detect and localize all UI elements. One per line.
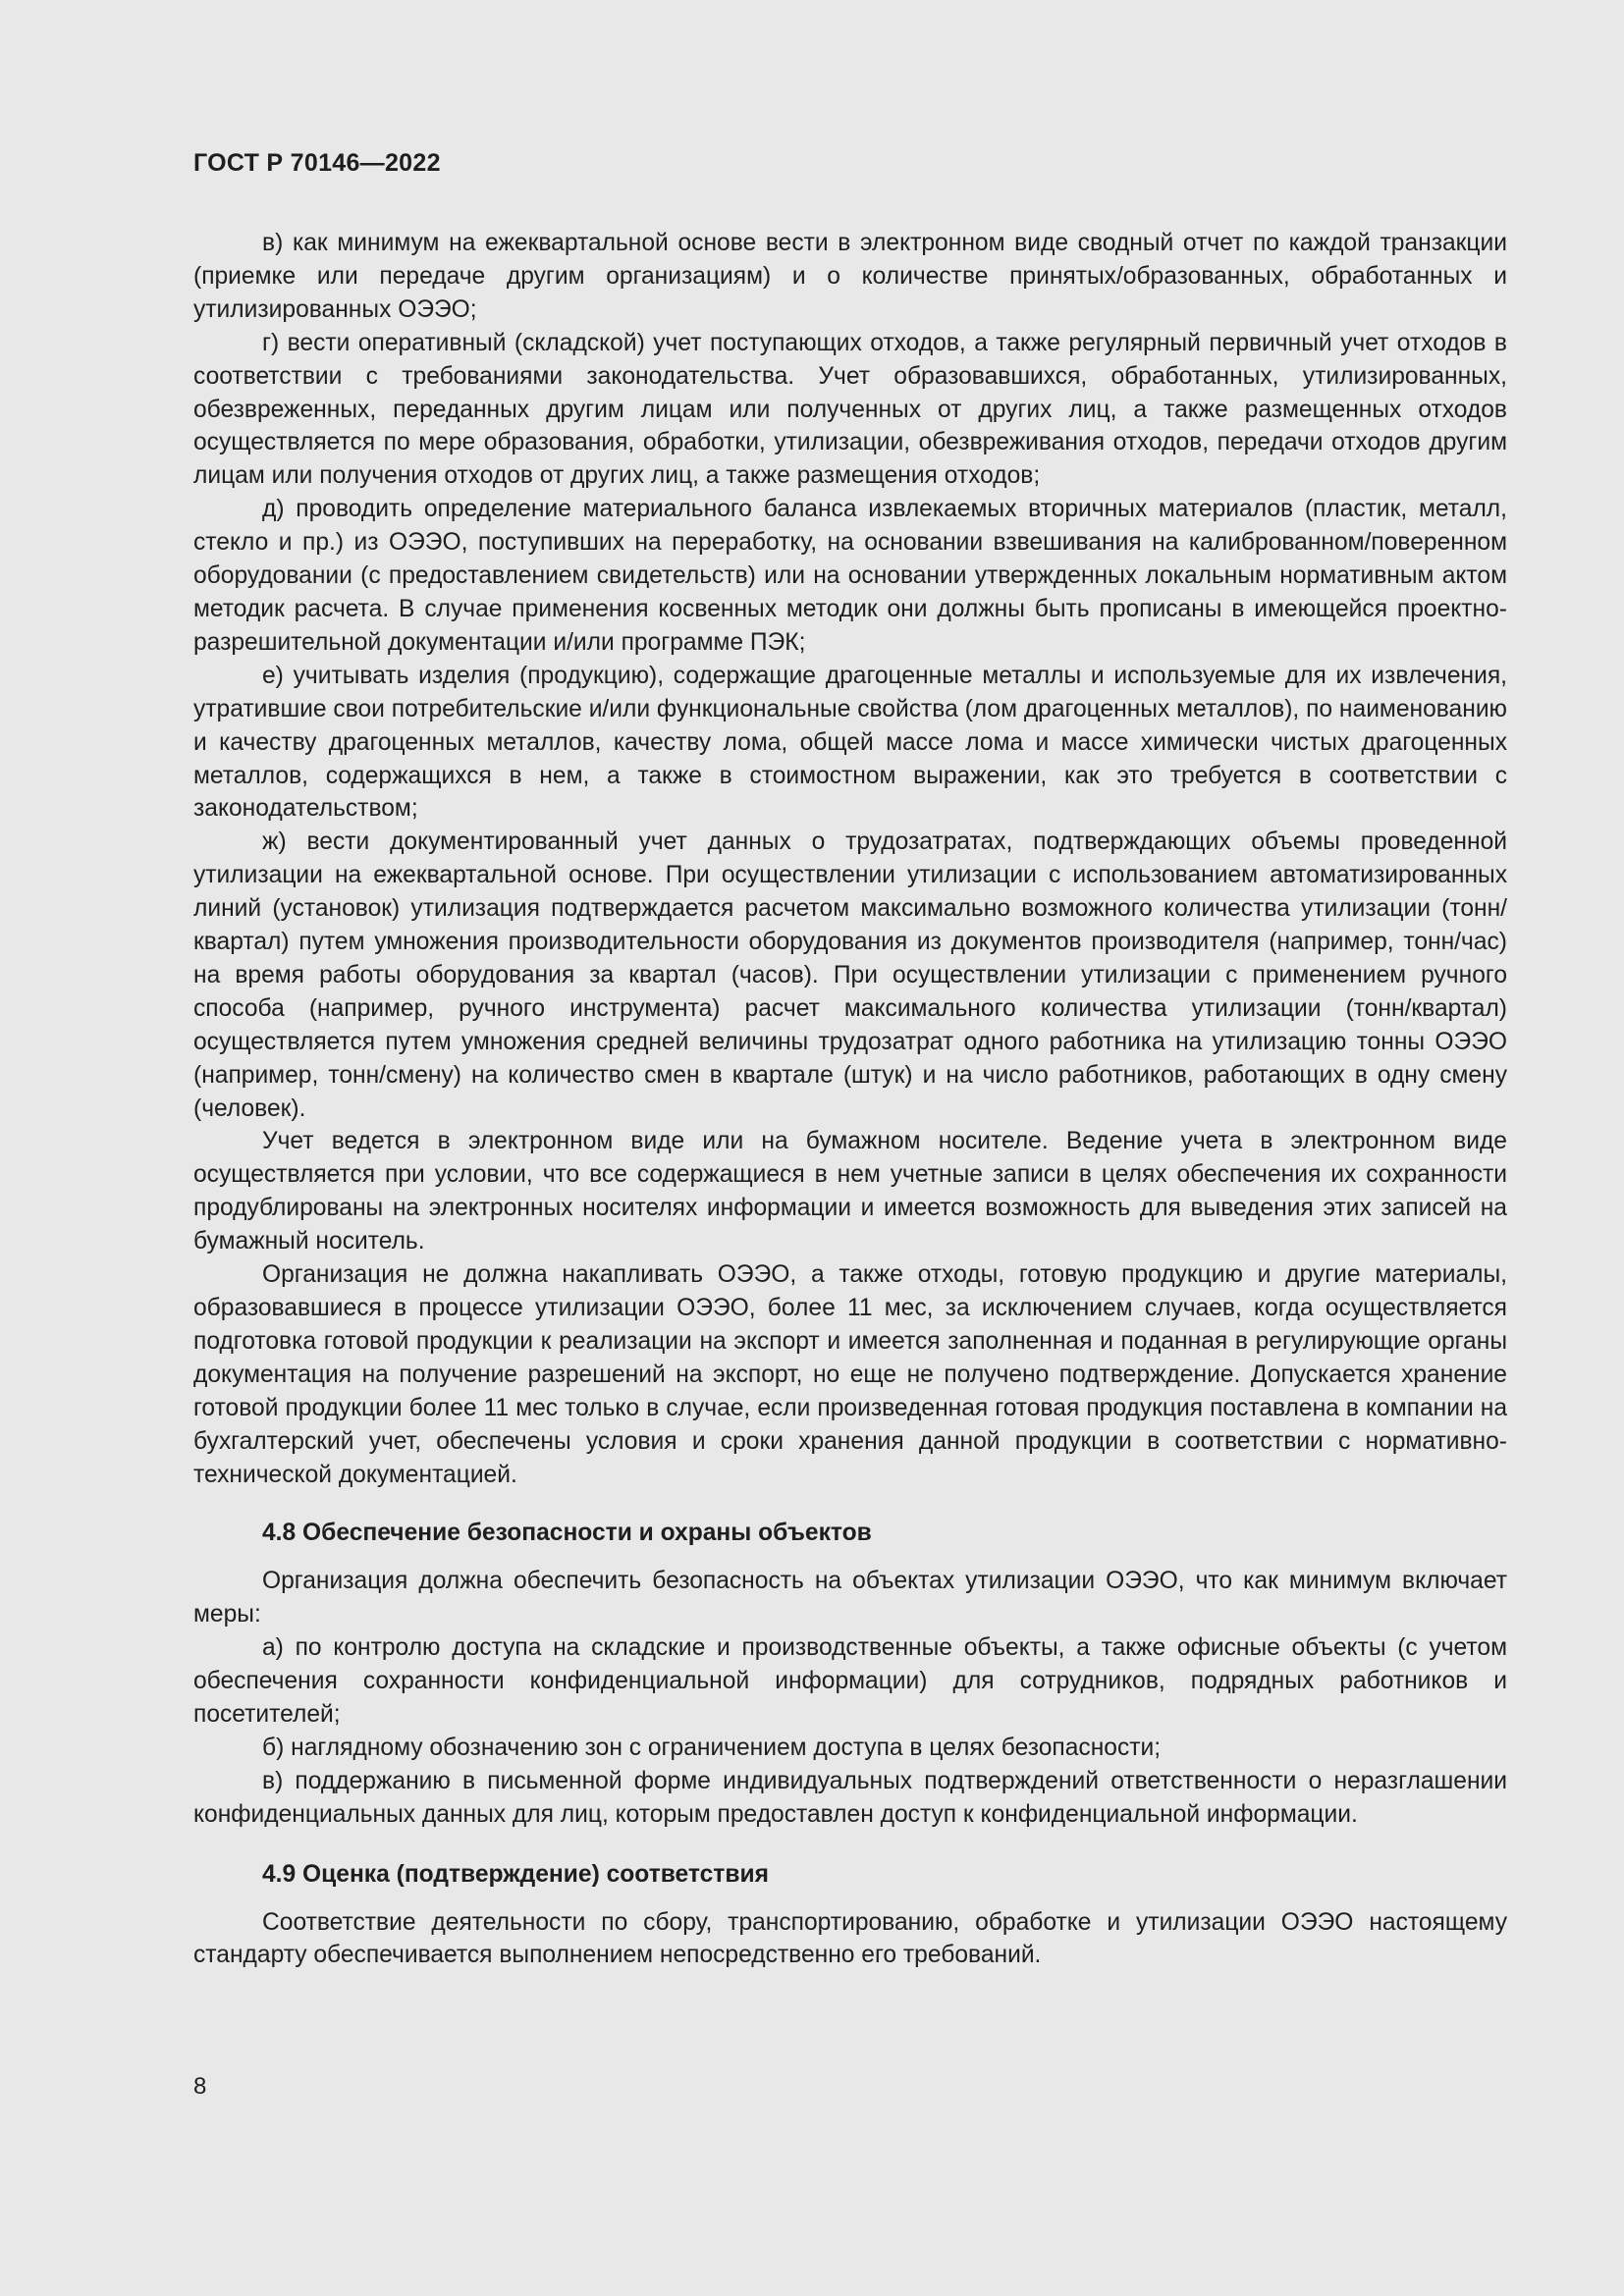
paragraph-item-v: в) как минимум на ежеквартальной основе вести в электронном виде сводный отчет по каждой транзакции (приемке или передаче другим организациям) и о количестве принятых/образованных, обработанных и утилизированных ОЭЭО; [193,230,1507,323]
paragraph-item-zh: ж) вести документированный учет данных о трудозатратах, подтверждающих объемы проведенной утилизации на ежеквартальной основе. При осуществлении утилизации с использованием автоматизированных линий (установок) утилизация подтверждается расчетом максимально возможного количества утилизации (тонн/квартал) путем умножения производительности оборудования из документов производителя (например, тонн/час) на время работы оборудования за квартал (часов). При осуществлении утилизации с применением ручного способа (например, ручного инструмента) расчет максимального количества утилизации (тонн/квартал) осуществляется путем умножения средней величины трудозатрат одного работника на утилизацию тонны ОЭЭО (например, тонн/смену) на количество смен в квартале (штук) и на число работников, работающих в одну смену (человек). [193,828,1507,1122]
paragraph-storage: Организация не должна накапливать ОЭЭО, а также отходы, готовую продукцию и другие материалы, образовавшиеся в процессе утилизации ОЭЭО, более 11 мес, за исключением случаев, когда осуществляется подготовка готовой продукции к реализации на экспорт и имеется заполненная и поданная в регулирующие органы документация на получение разрешений на экспорт, но еще не получено подтверждение. Допускается хранение готовой продукции более 11 мес только в случае, если произведенная готовая продукция поставлена в компании на бухгалтерский учет, обеспечены условия и сроки хранения данной продукции в соответствии с нормативно-технической документацией. [193,1261,1507,1488]
paragraph-item-e: е) учитывать изделия (продукцию), содержащие драгоценные металлы и используемые для их извлечения, утратившие свои потребительские и/или функциональные свойства (лом драгоценных металлов), по наименованию и качеству драгоценных металлов, качеству лома, общей массе лома и массе химически чистых драгоценных металлов, содержащихся в нем, а также в стоимостном выражении, как это требуется в соответствии с законодательством; [193,662,1508,823]
paragraph-accounting: Учет ведется в электронном виде или на бумажном носителе. Ведение учета в электронном виде осуществляется при условии, что все содержащиеся в нем учетные записи в целях обеспечения их сохранности продублированы на электронных носителях информации и имеется возможность для выведения этих записей на бумажный носитель. [193,1128,1507,1255]
page-number: 8 [193,2073,207,2100]
section-4-8-item-a: а) по контролю доступа на складские и производственные объекты, а также офисные объекты (с учетом обеспечения сохранности конфиденциальной информации) для сотрудников, подрядных работников и посетителей; [193,1634,1507,1728]
document-code-header: ГОСТ Р 70146—2022 [193,149,441,177]
section-4-8-intro: Организация должна обеспечить безопасность на объектах утилизации ОЭЭО, что как минимум включает меры: [193,1568,1507,1629]
section-heading-4-9: 4.9 Оценка (подтверждение) соответствия [262,1860,769,1888]
document-body [193,227,1507,1972]
section-4-8-item-v: в) поддержанию в письменной форме индивидуальных подтверждений ответственности о неразглашении конфиденциальных данных для лиц, которым предоставлен доступ к конфиденциальной информации. [193,1767,1507,1828]
section-4-8-item-b: б) наглядному обозначению зон с ограничением доступа в целях безопасности; [262,1734,1162,1761]
section-4-9-paragraph: Соответствие деятельности по сбору, транспортированию, обработке и утилизации ОЭЭО настоящему стандарту обеспечивается выполнением непосредственно его требований. [193,1908,1507,1969]
section-heading-4-8: 4.8 Обеспечение безопасности и охраны объектов [262,1520,872,1547]
paragraph-item-d: д) проводить определение материального баланса извлекаемых вторичных материалов (пластик, металл, стекло и пр.) из ОЭЭО, поступивших на переработку, на основании взвешивания на калиброванном/поверенном оборудовании (с предоставлением свидетельств) или на основании утвержденных локальным нормативным актом методик расчета. В случае применения косвенных методик они должны быть прописаны в имеющейся проектно-разрешительной документации и/или программе ПЭК; [193,496,1507,656]
paragraph-item-g: г) вести оперативный (складской) учет поступающих отходов, а также регулярный первичный учет отходов в соответствии с требованиями законодательства. Учет образовавшихся, обработанных, утилизированных, обезвреженных, переданных другим лицам или полученных от других лиц, а также размещенных отходов осуществляется по мере образования, обработки, утилизации, обезвреживания отходов, передачи отходов другим лицам или получения отходов от других лиц, а также размещения отходов; [193,329,1507,490]
